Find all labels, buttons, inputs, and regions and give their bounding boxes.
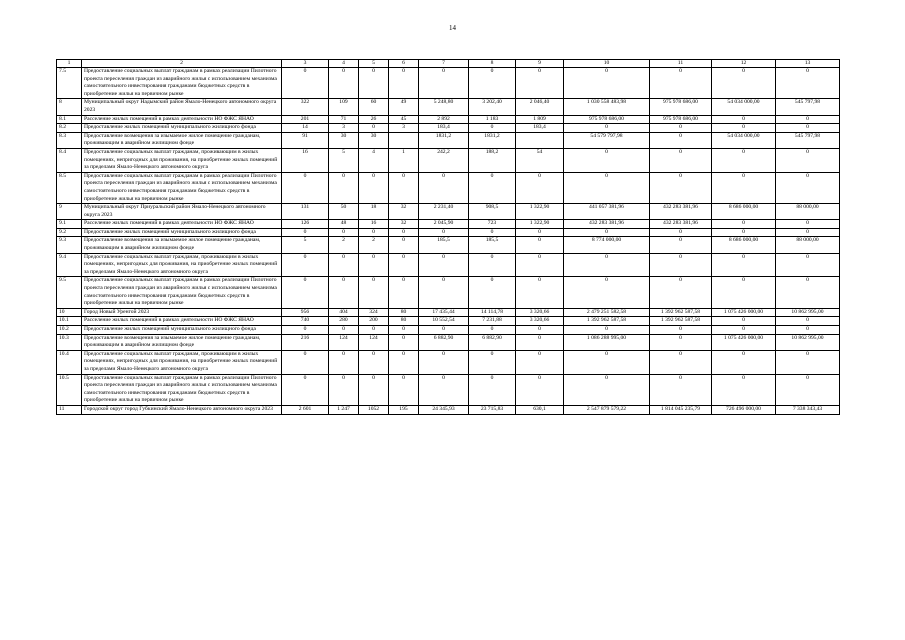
value-cell: 26 [359, 115, 389, 124]
value-cell: 0 [776, 253, 840, 277]
value-cell: 80 [389, 308, 419, 317]
column-header: 5 [359, 60, 389, 68]
value-cell: 6 882,90 [419, 334, 469, 350]
value-cell: 1 392 962 587,58 [650, 317, 712, 326]
value-cell: 3 320,66 [516, 317, 564, 326]
value-cell: 740 [282, 317, 329, 326]
value-cell: 0 [650, 148, 712, 172]
row-name: Предоставление жилых помещений муниципального жилищного фонда [82, 228, 282, 237]
value-cell: 324 [359, 308, 389, 317]
table-row [57, 317, 840, 326]
value-cell: 0 [389, 237, 419, 253]
value-cell: 0 [329, 326, 359, 335]
value-cell: 1 030 558 483,98 [564, 99, 650, 115]
value-cell: 5 248,80 [419, 99, 469, 115]
column-header: 8 [469, 60, 516, 68]
value-cell: 1 809 [516, 115, 564, 124]
value-cell: 0 [712, 124, 776, 133]
value-cell: 185,5 [469, 237, 516, 253]
value-cell: 0 [776, 148, 840, 172]
value-cell: 0 [650, 132, 712, 148]
value-cell: 0 [359, 326, 389, 335]
value-cell: 0 [282, 374, 329, 405]
row-number: 8 [57, 99, 82, 115]
value-cell: 0 [516, 237, 564, 253]
value-cell: 0 [389, 334, 419, 350]
value-cell: 908,5 [469, 204, 516, 220]
value-cell: 0 [776, 277, 840, 308]
value-cell: 0 [712, 68, 776, 99]
table-row [57, 374, 840, 405]
value-cell: 0 [650, 68, 712, 99]
row-number: 8.1 [57, 115, 82, 124]
value-cell: 6 882,90 [469, 334, 516, 350]
value-cell: 10 862 995,00 [776, 308, 840, 317]
value-cell: 8 774 000,00 [564, 237, 650, 253]
value-cell: 0 [389, 277, 419, 308]
row-name: Расселение жилых помещений в рамках деятельности НО ФЖС ЯНАО [82, 317, 282, 326]
value-cell: 975 978 686,00 [650, 99, 712, 115]
row-number: 9.1 [57, 220, 82, 229]
value-cell: 0 [282, 172, 329, 203]
row-number: 9 [57, 204, 82, 220]
table-row [57, 148, 840, 172]
row-number: 9.5 [57, 277, 82, 308]
value-cell: 432 283 381,96 [564, 220, 650, 229]
value-cell: 2 231,40 [419, 204, 469, 220]
value-cell: 975 978 686,00 [650, 115, 712, 124]
row-name: Предоставление возмещения за изымаемое жилое помещение гражданам, проживающим в аварийном жилищном фонде [82, 237, 282, 253]
value-cell: 8 686 000,00 [712, 237, 776, 253]
value-cell: 0 [389, 253, 419, 277]
value-cell: 322 [282, 99, 329, 115]
value-cell: 0 [650, 350, 712, 374]
value-cell: 0 [650, 172, 712, 203]
value-cell: 30 [329, 132, 359, 148]
value-cell: 0 [359, 350, 389, 374]
value-cell: 216 [282, 334, 329, 350]
column-header: 10 [564, 60, 650, 68]
value-cell: 0 [282, 68, 329, 99]
table-row [57, 277, 840, 308]
value-cell: 0 [329, 253, 359, 277]
value-cell: 0 [564, 350, 650, 374]
value-cell: 17 435,44 [419, 308, 469, 317]
value-cell: 0 [329, 277, 359, 308]
value-cell: 71 [329, 115, 359, 124]
value-cell: 0 [776, 228, 840, 237]
value-cell: 195 [389, 405, 419, 414]
table-row [57, 308, 840, 317]
value-cell: 0 [419, 228, 469, 237]
value-cell: 1 322,90 [516, 204, 564, 220]
value-cell: 0 [389, 68, 419, 99]
column-header: 13 [776, 60, 840, 68]
row-name: Муниципальный округ Приуральский район Ямало-Ненецкого автономного округа 2023 [82, 204, 282, 220]
value-cell: 126 [282, 220, 329, 229]
value-cell: 1052 [359, 405, 389, 414]
value-cell: 2 [359, 237, 389, 253]
value-cell: 185,5 [419, 237, 469, 253]
value-cell: 16 [282, 148, 329, 172]
column-header: 12 [712, 60, 776, 68]
row-number: 8.2 [57, 124, 82, 133]
value-cell: 0 [359, 253, 389, 277]
value-cell: 0 [776, 374, 840, 405]
value-cell: 0 [516, 277, 564, 308]
value-cell: 7 338 343,43 [776, 405, 840, 414]
value-cell: 0 [712, 350, 776, 374]
value-cell: 545 797,98 [776, 99, 840, 115]
value-cell: 0 [469, 124, 516, 133]
column-header: 2 [82, 60, 282, 68]
value-cell: 16 [359, 220, 389, 229]
value-cell: 0 [389, 228, 419, 237]
value-cell: 88 000,00 [776, 204, 840, 220]
value-cell: 0 [712, 228, 776, 237]
value-cell: 0 [712, 148, 776, 172]
value-cell [389, 132, 419, 148]
value-cell: 0 [650, 374, 712, 405]
value-cell: 0 [712, 374, 776, 405]
row-name: Предоставление социальных выплат гражданам, проживающим в жилых помещениях, непригодных для проживания, на приобретение жилых помещений за пределами Ямало-Ненецкого автономного округа [82, 350, 282, 374]
value-cell: 5 [282, 237, 329, 253]
value-cell: 1 814 045 235,79 [650, 405, 712, 414]
value-cell: 0 [776, 124, 840, 133]
value-cell: 10 862 995,00 [776, 334, 840, 350]
value-cell: 0 [564, 253, 650, 277]
row-number: 9.2 [57, 228, 82, 237]
value-cell: 0 [329, 68, 359, 99]
value-cell: 726 496 000,00 [712, 405, 776, 414]
value-cell: 5 [329, 148, 359, 172]
value-cell [516, 132, 564, 148]
value-cell: 54 034 000,00 [712, 99, 776, 115]
value-cell: 14 114,78 [469, 308, 516, 317]
value-cell: 183,4 [419, 124, 469, 133]
row-number: 10.2 [57, 326, 82, 335]
value-cell: 0 [564, 68, 650, 99]
value-cell: 23 715,83 [469, 405, 516, 414]
resettlement-table [56, 59, 840, 415]
value-cell: 0 [419, 326, 469, 335]
value-cell: 0 [712, 220, 776, 229]
table-row [57, 132, 840, 148]
row-name: Городской округ город Губкинский Ямало-Ненецкого автономного округа 2023 [82, 405, 282, 414]
value-cell: 0 [776, 172, 840, 203]
value-cell: 0 [419, 350, 469, 374]
value-cell: 131 [282, 204, 329, 220]
value-cell: 0 [650, 124, 712, 133]
value-cell: 0 [776, 115, 840, 124]
row-number: 8.5 [57, 172, 82, 203]
value-cell: 0 [516, 350, 564, 374]
value-cell: 0 [419, 68, 469, 99]
table-row [57, 99, 840, 115]
row-name: Предоставление жилых помещений муниципального жилищного фонда [82, 326, 282, 335]
value-cell: 2 601 [282, 405, 329, 414]
value-cell: 3 320,66 [516, 308, 564, 317]
value-cell: 0 [650, 277, 712, 308]
table-row [57, 204, 840, 220]
value-cell: 2 046,40 [516, 99, 564, 115]
value-cell: 0 [650, 334, 712, 350]
value-cell: 545 797,98 [776, 132, 840, 148]
value-cell: 109 [329, 99, 359, 115]
table-row [57, 115, 840, 124]
row-name: Город Новый Уренгой 2023 [82, 308, 282, 317]
table-row [57, 237, 840, 253]
value-cell: 0 [776, 350, 840, 374]
column-header: 3 [282, 60, 329, 68]
value-cell: 54 034 000,00 [712, 132, 776, 148]
value-cell: 0 [650, 228, 712, 237]
value-cell: 1 075 426 000,00 [712, 334, 776, 350]
row-name: Предоставление социальных выплат гражданам в рамках реализации Пилотного проекта переселения граждан из аварийного жилья с использованием механизма самостоятельного инвестирования гражданами бюджетных средств в приобретение жилья на первичном рынке [82, 172, 282, 203]
value-cell: 49 [389, 99, 419, 115]
value-cell: 0 [282, 253, 329, 277]
row-number: 10.4 [57, 350, 82, 374]
value-cell: 0 [516, 326, 564, 335]
value-cell: 3 202,40 [469, 99, 516, 115]
row-name: Предоставление социальных выплат гражданам в рамках реализации Пилотного проекта переселения граждан из аварийного жилья с использованием механизма самостоятельного инвестирования гражданами бюджетных средств в приобретение жилья на первичном рынке [82, 68, 282, 99]
value-cell: 0 [282, 277, 329, 308]
value-cell: 0 [359, 228, 389, 237]
value-cell: 0 [712, 317, 776, 326]
value-cell: 1831,2 [469, 132, 516, 148]
value-cell: 0 [419, 374, 469, 405]
value-cell: 0 [469, 228, 516, 237]
value-cell: 0 [389, 326, 419, 335]
row-name: Муниципальный округ Надымский район Ямало-Ненецкого автономного округа 2023 [82, 99, 282, 115]
value-cell: 0 [389, 350, 419, 374]
value-cell: 0 [650, 253, 712, 277]
value-cell: 0 [329, 350, 359, 374]
value-cell: 0 [359, 124, 389, 133]
value-cell: 0 [329, 172, 359, 203]
row-number: 8.3 [57, 132, 82, 148]
value-cell: 0 [419, 253, 469, 277]
value-cell: 0 [419, 172, 469, 203]
row-name: Предоставление социальных выплат гражданам в рамках реализации Пилотного проекта переселения граждан из аварийного жилья с использованием механизма самостоятельного инвестирования гражданами бюджетных средств в приобретение жилья на первичном рынке [82, 277, 282, 308]
column-header: 1 [57, 60, 82, 68]
value-cell: 1 183 [469, 115, 516, 124]
value-cell: 242,2 [419, 148, 469, 172]
value-cell: 630,1 [516, 405, 564, 414]
value-cell: 32 [389, 220, 419, 229]
table-row [57, 220, 840, 229]
value-cell: 432 283 381,96 [650, 220, 712, 229]
table-body [57, 68, 840, 415]
value-cell: 432 283 381,96 [650, 204, 712, 220]
value-cell: 0 [469, 350, 516, 374]
value-cell: 0 [469, 172, 516, 203]
row-number: 9.4 [57, 253, 82, 277]
value-cell: 0 [469, 68, 516, 99]
header-row [57, 60, 840, 68]
value-cell: 200 [359, 317, 389, 326]
value-cell: 0 [712, 253, 776, 277]
row-number: 7.5 [57, 68, 82, 99]
value-cell: 2 045,90 [419, 220, 469, 229]
value-cell: 0 [469, 374, 516, 405]
value-cell: 956 [282, 308, 329, 317]
value-cell: 0 [516, 228, 564, 237]
value-cell: 124 [329, 334, 359, 350]
value-cell: 1 247 [329, 405, 359, 414]
row-number: 10 [57, 308, 82, 317]
value-cell: 1831,2 [419, 132, 469, 148]
value-cell: 0 [516, 68, 564, 99]
value-cell: 54 [516, 148, 564, 172]
value-cell: 2 [329, 237, 359, 253]
value-cell: 404 [329, 308, 359, 317]
value-cell: 0 [359, 277, 389, 308]
value-cell: 0 [516, 374, 564, 405]
value-cell: 80 [389, 317, 419, 326]
value-cell: 0 [469, 253, 516, 277]
value-cell: 201 [282, 115, 329, 124]
value-cell: 975 978 686,00 [564, 115, 650, 124]
value-cell: 280 [329, 317, 359, 326]
value-cell: 124 [359, 334, 389, 350]
value-cell: 0 [282, 228, 329, 237]
value-cell: 0 [359, 68, 389, 99]
value-cell: 0 [419, 277, 469, 308]
value-cell: 0 [469, 326, 516, 335]
value-cell: 60 [359, 99, 389, 115]
table-row [57, 228, 840, 237]
value-cell: 0 [329, 228, 359, 237]
row-number: 10.3 [57, 334, 82, 350]
value-cell: 1 322,90 [516, 220, 564, 229]
value-cell: 0 [516, 253, 564, 277]
value-cell: 1 392 962 587,58 [650, 308, 712, 317]
value-cell: 2 892 [419, 115, 469, 124]
value-cell: 0 [389, 172, 419, 203]
value-cell: 1 [389, 148, 419, 172]
value-cell: 0 [282, 350, 329, 374]
row-name: Предоставление социальных выплат гражданам, проживающим в жилых помещениях, непригодных для проживания, на приобретение жилых помещений за пределами Ямало-Ненецкого автономного округа [82, 148, 282, 172]
column-header: 9 [516, 60, 564, 68]
value-cell: 0 [776, 326, 840, 335]
value-cell: 2 547 879 579,22 [564, 405, 650, 414]
column-header: 7 [419, 60, 469, 68]
row-name: Расселение жилых помещений в рамках деятельности НО ФЖС ЯНАО [82, 115, 282, 124]
value-cell: 0 [564, 374, 650, 405]
value-cell: 0 [564, 148, 650, 172]
value-cell: 0 [776, 68, 840, 99]
table-row [57, 405, 840, 414]
value-cell: 0 [712, 172, 776, 203]
value-cell: 18 [359, 204, 389, 220]
row-number: 9.3 [57, 237, 82, 253]
value-cell: 0 [564, 172, 650, 203]
row-number: 10.5 [57, 374, 82, 405]
value-cell: 1 075 426 000,00 [712, 308, 776, 317]
table-row [57, 326, 840, 335]
value-cell: 0 [712, 277, 776, 308]
row-name: Предоставление социальных выплат гражданам, проживающим в жилых помещениях, непригодных для проживания, на приобретение жилых помещений за пределами Ямало-Ненецкого автономного округа [82, 253, 282, 277]
value-cell: 14 [282, 124, 329, 133]
row-number: 10.1 [57, 317, 82, 326]
value-cell: 24 345,93 [419, 405, 469, 414]
table-row [57, 124, 840, 133]
value-cell: 54 579 797,98 [564, 132, 650, 148]
value-cell: 0 [516, 172, 564, 203]
value-cell: 0 [712, 115, 776, 124]
row-name: Предоставление жилых помещений муниципального жилищного фонда [82, 124, 282, 133]
column-header: 4 [329, 60, 359, 68]
value-cell: 0 [650, 237, 712, 253]
table-row [57, 253, 840, 277]
row-name: Предоставление возмещения за изымаемое жилое помещение гражданам, проживающим в аварийном жилищном фонде [82, 334, 282, 350]
value-cell: 1 086 288 995,00 [564, 334, 650, 350]
value-cell: 0 [650, 326, 712, 335]
table-row [57, 68, 840, 99]
value-cell: 91 [282, 132, 329, 148]
value-cell: 0 [389, 374, 419, 405]
value-cell: 0 [564, 228, 650, 237]
value-cell: 50 [329, 204, 359, 220]
value-cell: 1 392 962 587,58 [564, 317, 650, 326]
value-cell: 0 [776, 317, 840, 326]
row-name: Расселение жилых помещений в рамках деятельности НО ФЖС ЯНАО [82, 220, 282, 229]
column-header: 6 [389, 60, 419, 68]
value-cell: 0 [329, 374, 359, 405]
value-cell: 32 [389, 204, 419, 220]
row-name: Предоставление возмещения за изымаемое жилое помещение гражданам, проживающим в аварийном жилищном фонде [82, 132, 282, 148]
value-cell: 183,4 [516, 124, 564, 133]
value-cell: 0 [564, 326, 650, 335]
table-row [57, 334, 840, 350]
row-number: 8.4 [57, 148, 82, 172]
value-cell: 0 [282, 326, 329, 335]
value-cell: 3 [389, 124, 419, 133]
value-cell: 0 [776, 220, 840, 229]
row-name: Предоставление социальных выплат гражданам в рамках реализации Пилотного проекта переселения граждан из аварийного жилья с использованием механизма самостоятельного инвестирования гражданами бюджетных средств в приобретение жилья на первичном рынке [82, 374, 282, 405]
value-cell: 723 [469, 220, 516, 229]
value-cell: 0 [359, 172, 389, 203]
value-cell: 8 686 000,00 [712, 204, 776, 220]
value-cell: 441 057 381,96 [564, 204, 650, 220]
value-cell: 2 479 251 582,58 [564, 308, 650, 317]
value-cell: 10 552,54 [419, 317, 469, 326]
value-cell: 0 [564, 124, 650, 133]
page-number: 14 [449, 24, 456, 32]
value-cell: 188,2 [469, 148, 516, 172]
value-cell: 0 [359, 374, 389, 405]
value-cell: 0 [712, 326, 776, 335]
table-row [57, 172, 840, 203]
value-cell: 3 [329, 124, 359, 133]
value-cell: 0 [469, 277, 516, 308]
column-header: 11 [650, 60, 712, 68]
value-cell: 0 [516, 334, 564, 350]
table-row [57, 350, 840, 374]
value-cell: 7 231,88 [469, 317, 516, 326]
value-cell: 88 000,00 [776, 237, 840, 253]
value-cell: 45 [389, 115, 419, 124]
row-number: 11 [57, 405, 82, 414]
value-cell: 4 [359, 148, 389, 172]
value-cell: 0 [564, 277, 650, 308]
value-cell: 48 [329, 220, 359, 229]
value-cell: 30 [359, 132, 389, 148]
